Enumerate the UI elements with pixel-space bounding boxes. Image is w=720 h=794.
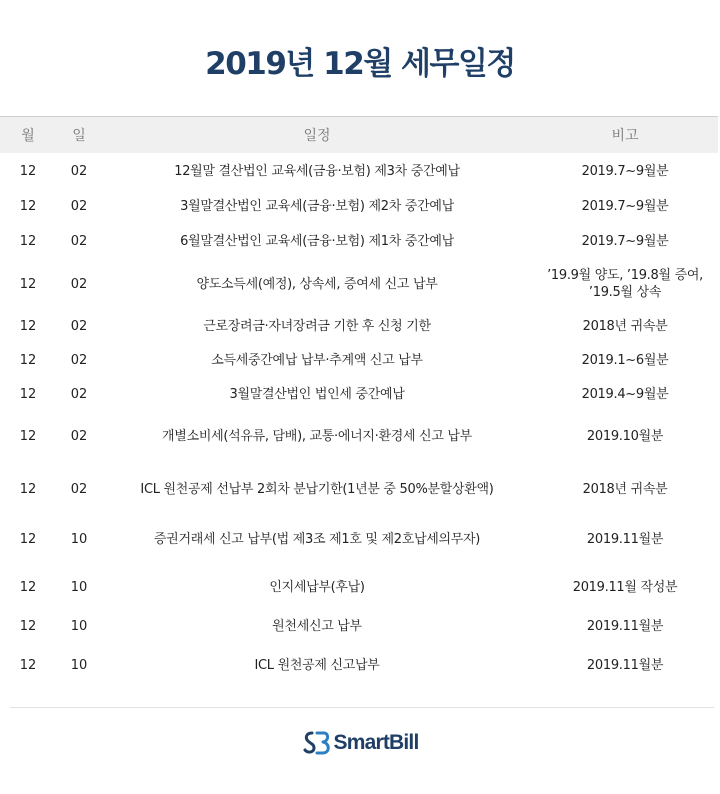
smartbill-logo-icon (302, 728, 332, 758)
cell-day: 10 (70, 657, 88, 673)
cell-month: 12 (19, 481, 37, 497)
cell-month: 12 (19, 579, 37, 595)
cell-schedule: 6월말결산법인 교육세(금융·보험) 제1차 중간예납 (180, 233, 454, 249)
cell-month: 12 (19, 233, 37, 249)
column-header-month: 월 (0, 117, 56, 154)
table-row (0, 461, 718, 517)
cell-day: 10 (70, 618, 88, 634)
cell-note: 2019.11월 작성분 (572, 579, 678, 595)
cell-month: 12 (19, 428, 37, 444)
table-row (0, 343, 718, 377)
cell-day: 02 (70, 352, 88, 368)
cell-month: 12 (19, 386, 37, 402)
cell-note: 2019.11월분 (586, 657, 664, 673)
cell-schedule: 소득세중간예납 납부·추계액 신고 납부 (211, 352, 423, 368)
cell-schedule: 12월말 결산법인 교육세(금융·보험) 제3차 중간예납 (174, 163, 460, 179)
cell-note: ’19.9월 양도, ’19.8월 증여, ’19.5월 상속 (547, 268, 703, 300)
cell-day: 10 (70, 579, 88, 595)
table-row (0, 223, 718, 259)
cell-schedule: 양도소득세(예정), 상속세, 증여세 신고 납부 (196, 276, 438, 292)
cell-day: 02 (70, 318, 88, 334)
page-title: 2019년 12월 세무일정 (205, 46, 515, 82)
table-row (0, 639, 718, 691)
cell-note: 2018년 귀속분 (582, 318, 668, 334)
cell-month: 12 (19, 352, 37, 368)
cell-day: 02 (70, 481, 88, 497)
footer-brand (0, 728, 720, 758)
cell-note: 2019.11월분 (586, 618, 664, 634)
brand-name: SmartBill (333, 731, 419, 754)
cell-day: 02 (70, 428, 88, 444)
cell-day: 02 (70, 276, 88, 292)
footer-divider (10, 707, 714, 708)
table-row (0, 377, 718, 411)
table-header-row (0, 117, 718, 154)
cell-month: 12 (19, 657, 37, 673)
cell-schedule: 개별소비세(석유류, 담배), 교통·에너지·환경세 신고 납부 (162, 428, 472, 444)
table-row (0, 561, 718, 613)
cell-month: 12 (19, 163, 37, 179)
cell-month: 12 (19, 276, 37, 292)
cell-note: 2019.7~9월분 (581, 198, 669, 214)
column-header-day: 일 (56, 117, 102, 154)
table-row (0, 613, 718, 639)
cell-note: 2019.1~6월분 (581, 352, 669, 368)
tax-schedule-table (0, 116, 718, 691)
cell-schedule: 인지세납부(후납) (269, 579, 365, 595)
cell-day: 02 (70, 163, 88, 179)
cell-month: 12 (19, 618, 37, 634)
table-row (0, 189, 718, 223)
cell-day: 02 (70, 386, 88, 402)
cell-month: 12 (19, 198, 37, 214)
cell-schedule: 증권거래세 신고 납부(법 제3조 제1호 및 제2호납세의무자) (153, 531, 481, 547)
cell-schedule: 원천세신고 납부 (272, 618, 362, 634)
cell-schedule: 3월말결산법인 법인세 중간예납 (229, 386, 405, 402)
cell-note: 2019.7~9월분 (581, 233, 669, 249)
cell-schedule: 근로장려금·자녀장려금 기한 후 신청 기한 (203, 318, 431, 334)
column-header-note: 비고 (532, 117, 718, 154)
cell-day: 10 (70, 531, 88, 547)
cell-schedule: 3월말결산법인 교육세(금융·보험) 제2차 중간예납 (180, 198, 454, 214)
column-header-schedule: 일정 (102, 117, 532, 154)
cell-note: 2019.10월분 (586, 428, 664, 444)
cell-note: 2019.11월분 (586, 531, 664, 547)
cell-day: 02 (70, 198, 88, 214)
table-row (0, 259, 718, 309)
cell-schedule: ICL 원천공제 신고납부 (254, 657, 380, 673)
cell-note: 2018년 귀속분 (582, 481, 668, 497)
table-row (0, 411, 718, 461)
table-row (0, 309, 718, 343)
cell-month: 12 (19, 531, 37, 547)
table-row (0, 153, 718, 189)
cell-note: 2019.7~9월분 (581, 163, 669, 179)
cell-note: 2019.4~9월분 (581, 386, 669, 402)
cell-month: 12 (19, 318, 37, 334)
table-row (0, 517, 718, 561)
cell-schedule: ICL 원천공제 선납부 2회차 분납기한(1년분 중 50%분할상환액) (140, 481, 494, 497)
cell-day: 02 (70, 233, 88, 249)
